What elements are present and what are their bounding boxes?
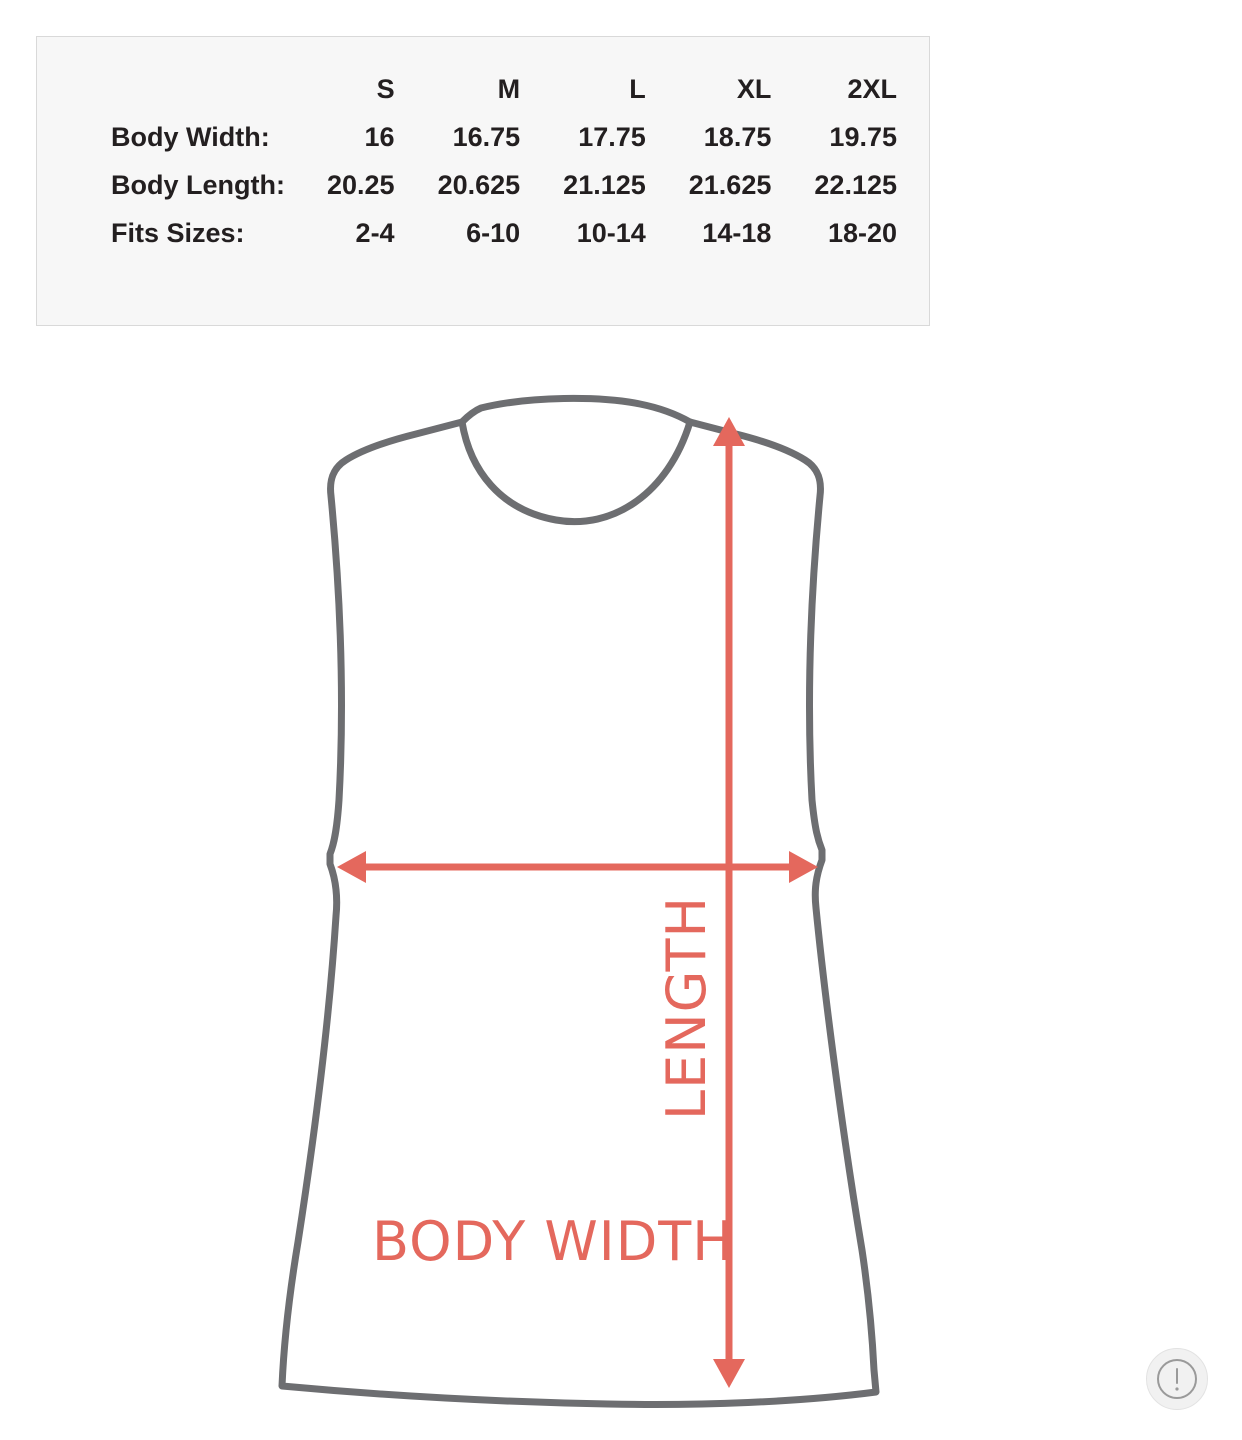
table-row [37, 113, 929, 161]
info-badge[interactable] [1146, 1348, 1208, 1410]
column-header-s: S [376, 73, 395, 104]
garment-diagram [0, 330, 1242, 1440]
cell-body-width-m: 16.75 [452, 121, 521, 152]
cell-body-length-2xl: 22.125 [814, 169, 897, 200]
size-chart-table [37, 65, 929, 257]
body-length-label: LENGTH [655, 895, 718, 1120]
cell-fits-sizes-2xl: 18-20 [827, 217, 897, 248]
body-width-label: BODY WIDTH [372, 1210, 734, 1273]
cell-fits-sizes-xl: 14-18 [702, 217, 772, 248]
cell-fits-sizes-s: 2-4 [355, 217, 395, 248]
cell-body-length-m: 20.625 [437, 169, 521, 200]
cell-body-length-s: 20.25 [327, 169, 395, 200]
exclamation-icon [1147, 1349, 1207, 1409]
garment-illustration [0, 330, 1242, 1440]
column-header-2xl: 2XL [847, 73, 897, 104]
cell-body-length-xl: 21.625 [688, 169, 772, 200]
row-label-body-width: Body Width: [111, 121, 270, 152]
cell-body-width-2xl: 19.75 [829, 121, 897, 152]
cell-body-width-s: 16 [364, 121, 395, 152]
cell-fits-sizes-l: 10-14 [576, 217, 646, 248]
column-header-m: M [497, 73, 521, 104]
table-corner-cell [37, 65, 312, 113]
body-width-arrow [337, 851, 818, 883]
row-label-body-length: Body Length: [111, 169, 285, 200]
cell-fits-sizes-m: 6-10 [466, 217, 521, 248]
column-header-xl: XL [736, 73, 772, 104]
cell-body-width-xl: 18.75 [703, 121, 772, 152]
table-row [37, 161, 929, 209]
table-header-row [37, 65, 929, 113]
row-label-fits-sizes: Fits Sizes: [111, 217, 245, 248]
cell-body-width-l: 17.75 [578, 121, 646, 152]
table-row [37, 209, 929, 257]
cell-body-length-l: 21.125 [563, 169, 646, 200]
column-header-l: L [629, 73, 646, 104]
size-chart-panel [36, 36, 930, 326]
